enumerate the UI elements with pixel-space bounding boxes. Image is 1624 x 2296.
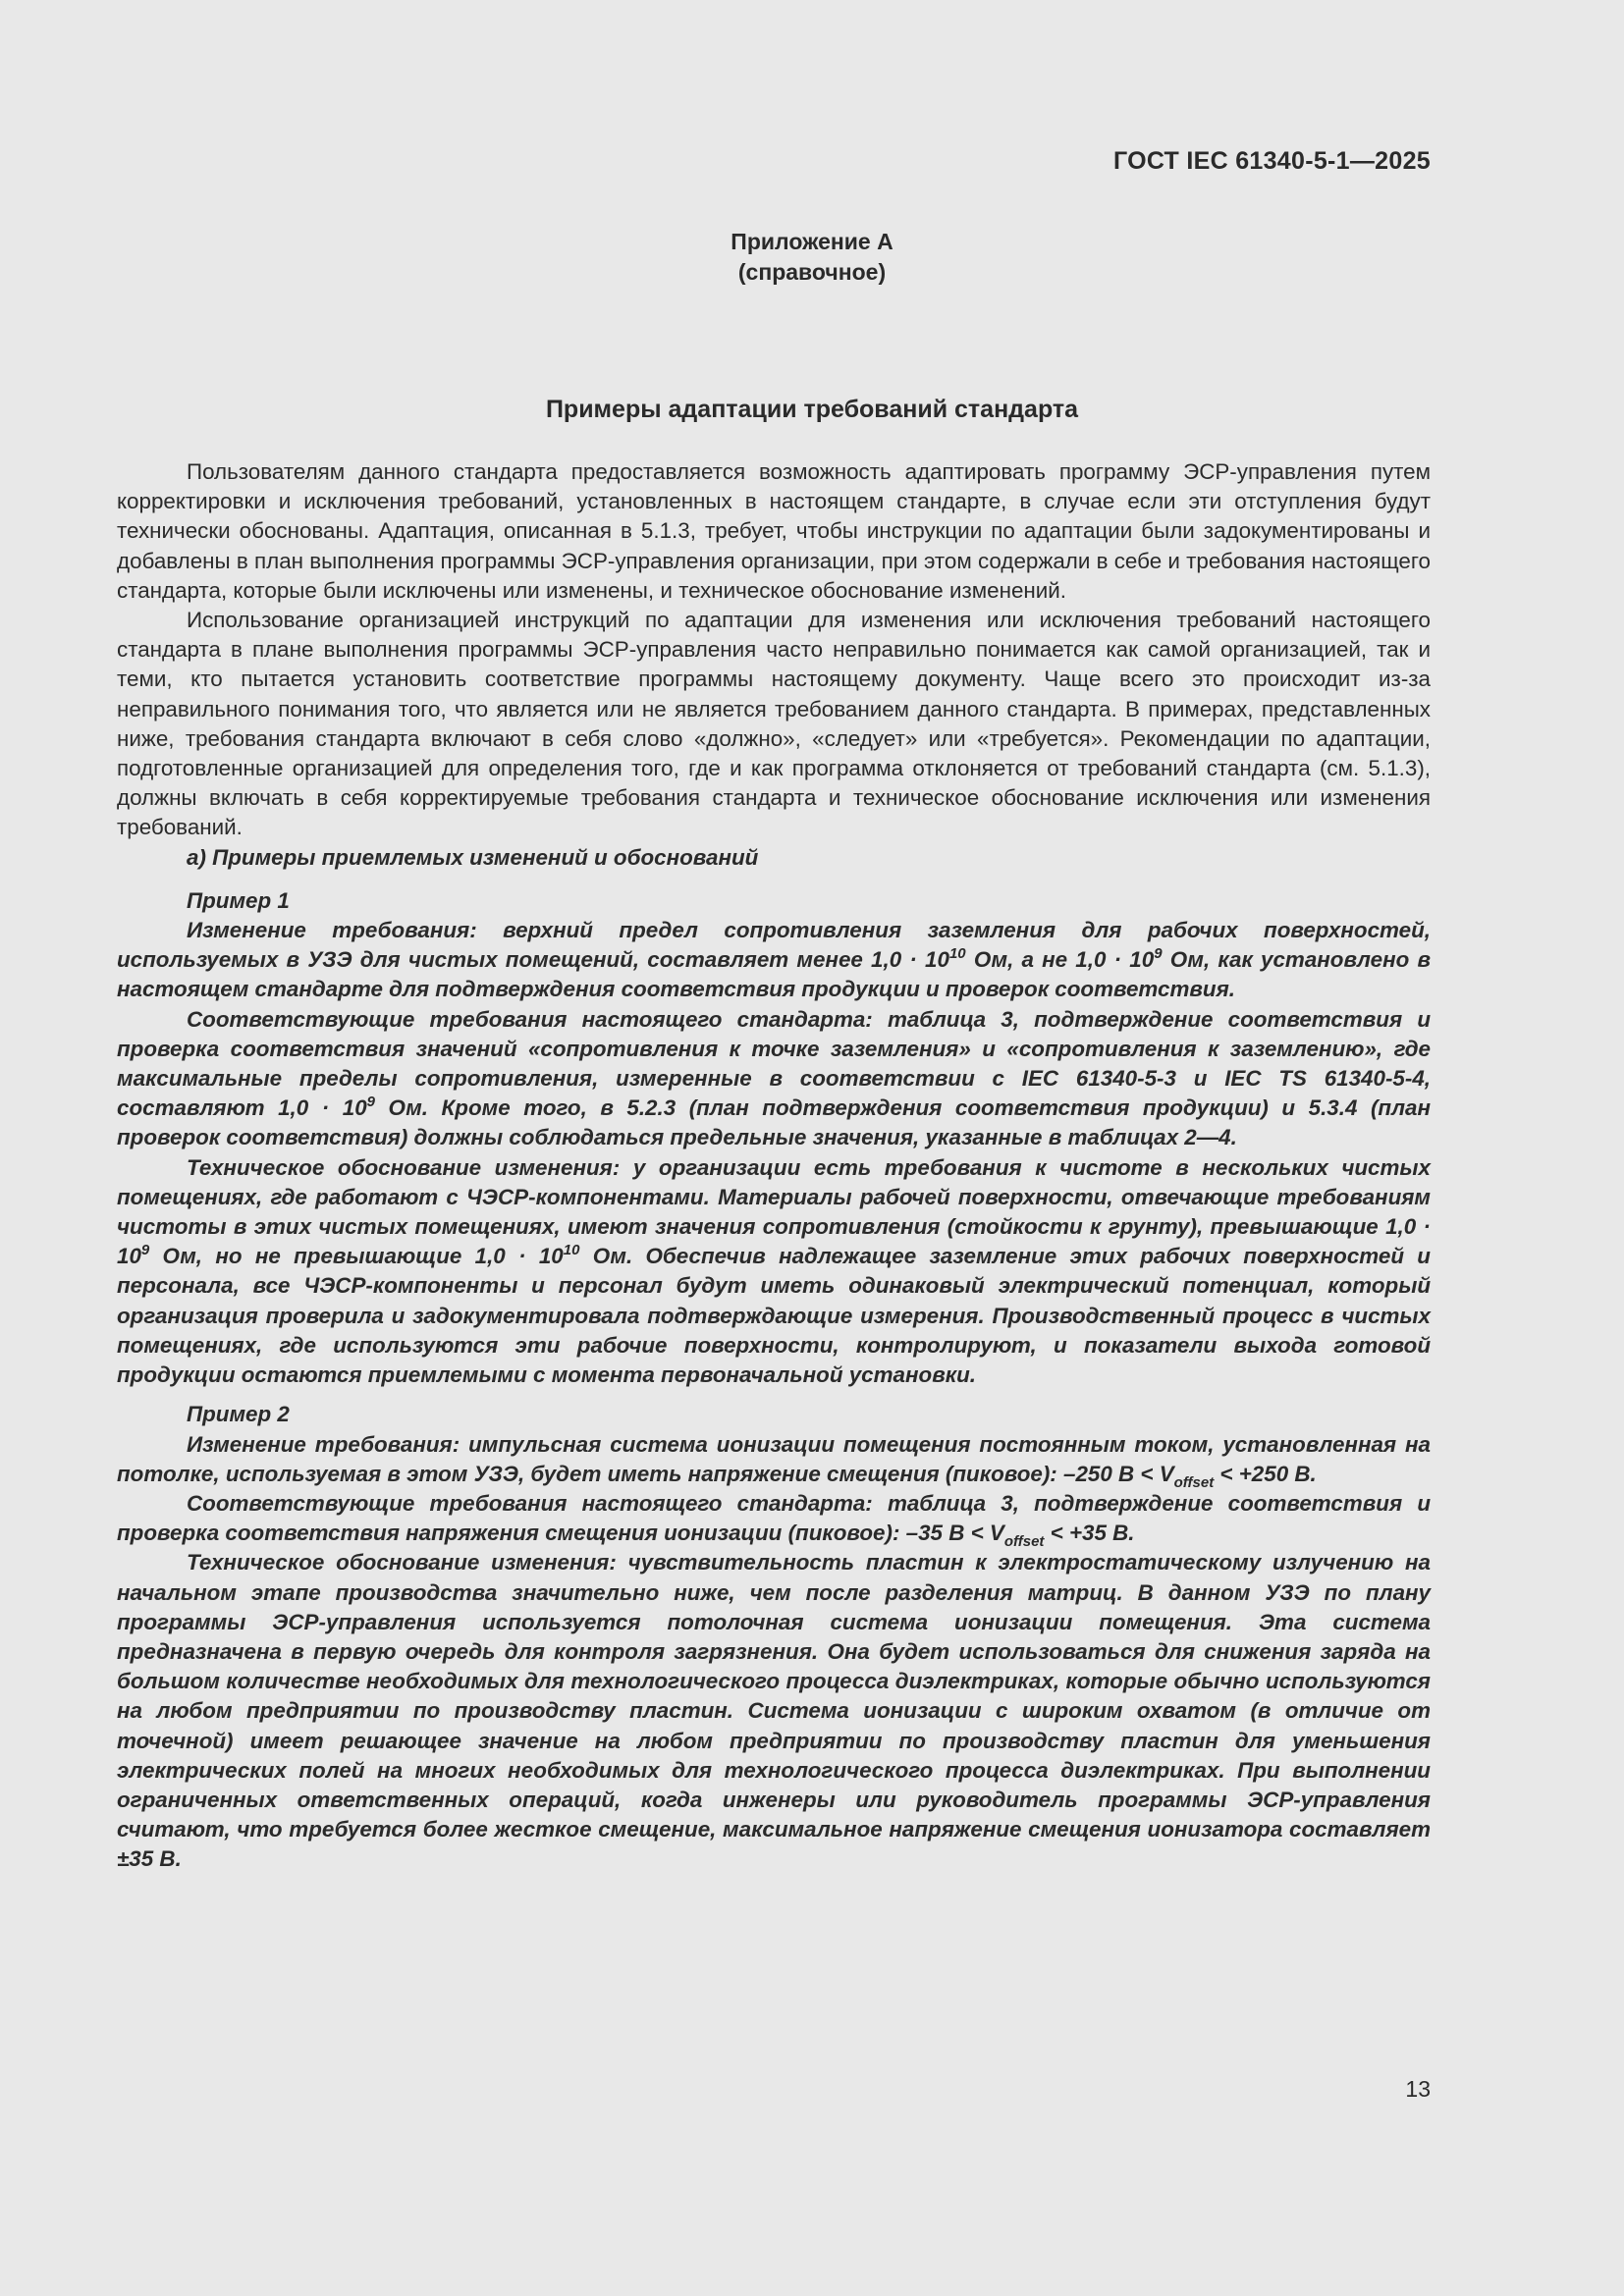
appendix-heading (0, 227, 1624, 288)
example-1-change: Изменение требования: верхний предел сопротивления заземления для рабочих поверхностей, используемых в УЗЭ для чистых помещений, составляет менее $1,0 \cdot 10^{10}$ Ом, а не $1,0 \cdot 10^9$ Ом, как установлено в настоящем стандарте для подтверждения соответствия продукции и проверок соответствия. (117, 918, 1432, 1002)
appendix-label: Приложение А (731, 229, 893, 254)
example-1-label: Пример 1 (187, 887, 290, 913)
example-2-label: Пример 2 (187, 1402, 290, 1427)
document-body (117, 457, 1431, 1875)
example-1-justification: Техническое обоснование изменения: у организации есть требования к чистоте в нескольких чистых помещениях, где работают с ЧЭСР-компонентами. Материалы рабочей поверхности, отвечающие требованиям чистоты в этих чистых помещениях, имеют значения сопротивления (стойкости к грунту), превышающие $1,0 \cdot 10^9$ Ом, но не превышающие $1,0 \cdot 10^{10}$ Ом. Обеспечив надлежащее заземление этих рабочих поверхностей и персонала, все ЧЭСР-компоненты и персонал будут иметь одинаковый электрический потенциал, который организация проверила и задокументировала подтверждающие измерения. Производственный процесс в чистых помещениях, где используются эти рабочие поверхности, контролируют, и показатели выхода готовой продукции остаются приемлемыми с момента первоначальной установки. (117, 1154, 1431, 1388)
example-2-requirements: Соответствующие требования настоящего стандарта: таблица 3, подтверждение соответствия и проверка соответствия напряжения смещения ионизации (пиковое): –35 $В < V_{offset} < +35$ В. (117, 1490, 1431, 1551)
example-1-requirements: Соответствующие требования настоящего стандарта: таблица 3, подтверждение соответствия и проверка соответствия значений «сопротивления к точке заземления» и «сопротивления к заземлению», где максимальные пределы сопротивления, измеренные в соответствии с IEC 61340-5-3 и IEC TS 61340-5-4, составляют $1,0 \cdot 10^9$ Ом. Кроме того, в 5.2.3 (план подтверждения соответствия продукции) и 5.3.4 (план проверок соответствия) должны соблюдаться предельные значения, указанные в таблицах 2—4. (117, 1006, 1431, 1150)
page-number: 13 (1405, 2076, 1431, 2102)
example-2-justification: Техническое обоснование изменения: чувствительность пластин к электростатическому излучению на начальном этапе производства значительно ниже, чем после разделения матриц. В данном УЗЭ по плану программы ЭСР-управления используется потолочная система ионизации помещения. Эта система предназначена в первую очередь для контроля загрязнения. Она будет использоваться для снижения заряда на большом количестве необходимых для технологического процесса диэлектриках, которые обычно используются на любом предприятии по производству пластин. Система ионизации с широким охватом (в отличие от точечной) имеет решающее значение на любом предприятии по производству пластин для уменьшения электрических полей на многих необходимых для технологического процесса диэлектриках. При выполнении ограниченных ответственных операций, когда инженеры или руководитель программы ЭСР-управления считают, что требуется более жесткое смещение, максимальное напряжение смещения ионизатора составляет ±35 В. (117, 1550, 1431, 1872)
appendix-type: (справочное) (737, 259, 887, 285)
intro-paragraph-1: Пользователям данного стандарта предоставляется возможность адаптировать программу ЭСР-управления путем корректировки и исключения требований, установленных в настоящем стандарте, в случае если эти отступления будут технически обоснованы. Адаптация, описанная в 5.1.3, требует, чтобы инструкции по адаптации были задокументированы и добавлены в план выполнения программы ЭСР-управления организации, при этом содержали в себе и требования настоящего стандарта, которые были исключены или изменены, и техническое обоснование изменений. (117, 459, 1431, 603)
intro-paragraph-2: Использование организацией инструкций по адаптации для изменения или исключения требований настоящего стандарта в плане выполнения программы ЭСР-управления часто неправильно понимается как самой организацией, так и теми, кто пытается установить соответствие программы настоящему документу. Чаще всего это происходит из-за неправильного понимания того, что является или не является требованием данного стандарта. В примерах, представленных ниже, требования стандарта включают в себя слово «должно», «следует» или «требуется». Рекомендации по адаптации, подготовленные организацией для определения того, где и как программа отклоняется от требований стандарта (см. 5.1.3), должны включать в себя корректируемые требования стандарта и техническое обоснование исключения или изменения требований. (117, 608, 1431, 840)
appendix-title: Примеры адаптации требований стандарта (545, 396, 1079, 423)
standard-number-header: ГОСТ IEC 61340-5-1—2025 (1112, 147, 1431, 175)
example-2-change: Изменение требования: импульсная система ионизации помещения постоянным током, установленная на потолке, используемая в этом УЗЭ, будет иметь напряжение смещения (пиковое): –250 $В < V_{offset} < +250$ В. (117, 1431, 1431, 1491)
section-a-heading: а) Примеры приемлемых изменений и обоснований (187, 844, 759, 870)
